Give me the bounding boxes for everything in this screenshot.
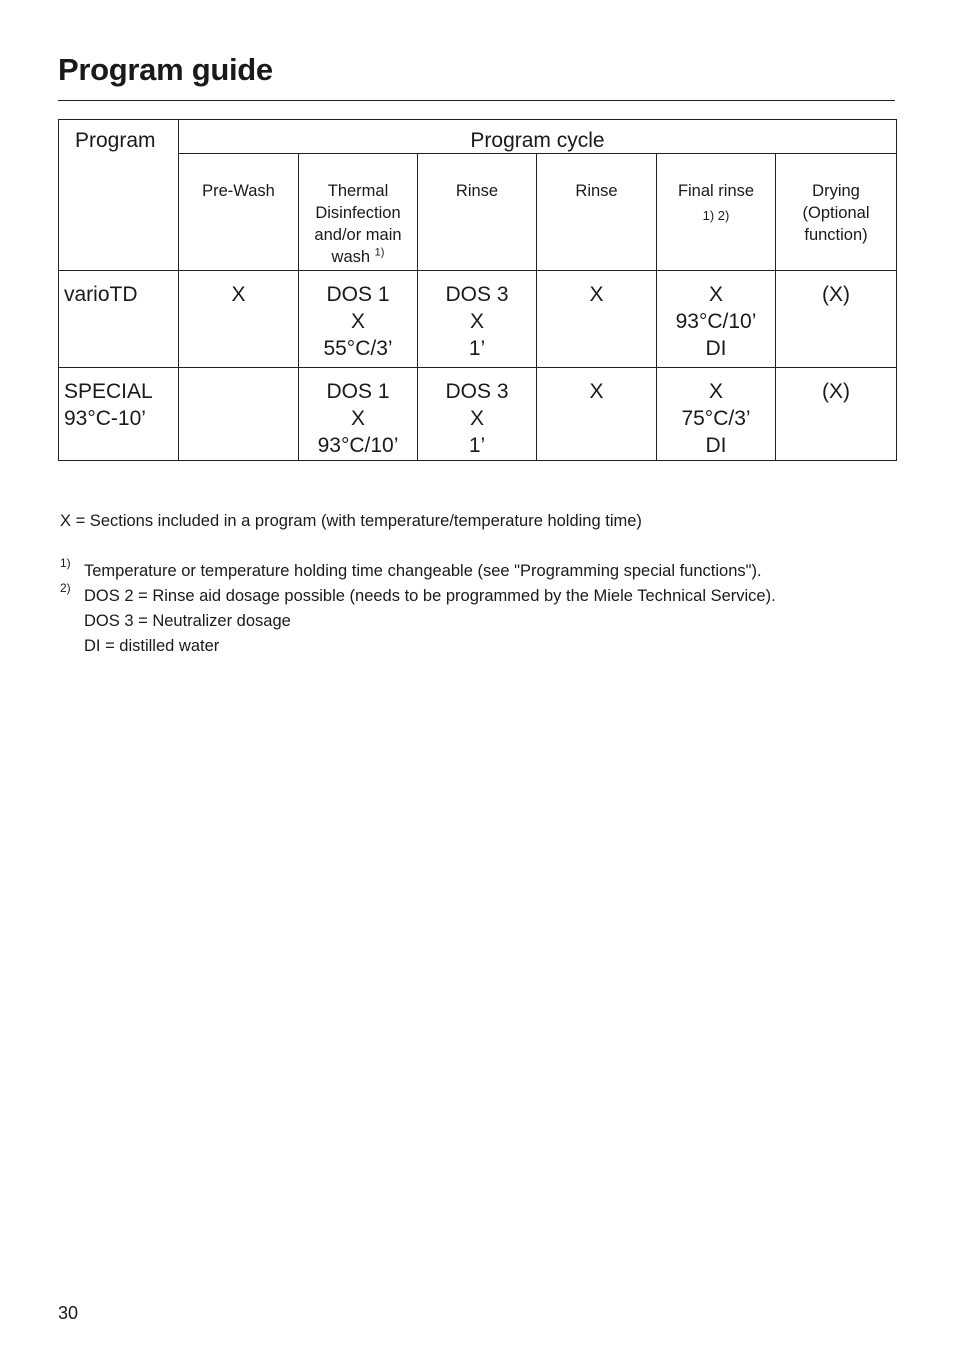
header-program: Program: [59, 120, 179, 271]
column-header: [657, 154, 776, 271]
program-name-line: varioTD: [64, 283, 138, 306]
cycle-cell-line: X: [350, 407, 365, 430]
program-name-line: 93°C-10’: [64, 407, 146, 430]
legend-text: X = Sections included in a program (with temperature/temperature holding time): [60, 512, 642, 530]
cycle-cell: [179, 368, 299, 461]
footnote-mark-1: 1): [60, 556, 71, 570]
cycle-cell-line: X: [589, 283, 604, 306]
column-header: [179, 154, 299, 271]
cycle-cell-line: X: [231, 283, 246, 306]
program-name-cell: [59, 271, 179, 368]
cycle-cell: [299, 271, 418, 368]
footnote-mark-2: 2): [60, 581, 71, 595]
cycle-cell-line: 55°C/3’: [323, 337, 393, 360]
column-header-line: Thermal: [327, 182, 389, 200]
footnote-1: Temperature or temperature holding time changeable (see "Programming special functions").: [84, 562, 762, 580]
footnote-di: DI = distilled water: [84, 637, 220, 655]
cycle-cell-line: DOS 1: [326, 283, 390, 306]
cycle-cell-line: DOS 1: [326, 380, 390, 403]
cycle-cell-line: X: [469, 407, 484, 430]
cycle-cell-line: X: [469, 310, 484, 333]
footnote-2: DOS 2 = Rinse aid dosage possible (needs to be programmed by the Miele Technical Service).: [84, 587, 776, 605]
cycle-cell: [657, 368, 776, 461]
cycle-cell-line: 75°C/3’: [681, 407, 751, 430]
cycle-cell: [418, 271, 537, 368]
footnote-reference: 1): [374, 246, 385, 259]
column-header-line: Pre-Wash: [202, 182, 275, 200]
program-name-line: SPECIAL: [64, 380, 153, 403]
cycle-cell-line: (X): [822, 283, 850, 306]
column-header-line: Drying: [812, 182, 860, 200]
cycle-cell: [418, 368, 537, 461]
column-header-line: Rinse: [575, 182, 618, 200]
column-header-line: wash: [331, 248, 371, 266]
column-header-line: Disinfection: [315, 204, 401, 222]
footnote-dos3: DOS 3 = Neutralizer dosage: [84, 612, 291, 630]
cycle-cell: [537, 368, 657, 461]
cycle-cell: [179, 271, 299, 368]
cycle-cell-line: X: [350, 310, 365, 333]
page-number: 30: [58, 1303, 79, 1323]
cycle-cell: [299, 368, 418, 461]
cycle-cell-line: 93°C/10’: [675, 310, 757, 333]
cycle-cell-line: DOS 3: [445, 283, 509, 306]
cycle-cell-line: 93°C/10’: [317, 434, 399, 457]
cycle-cell: [776, 271, 897, 368]
cycle-cell: [776, 368, 897, 461]
cycle-cell-line: X: [589, 380, 604, 403]
cycle-cell-line: DI: [705, 337, 727, 360]
program-guide-table: [58, 119, 897, 461]
cycle-cell-line: DI: [705, 434, 727, 457]
cycle-cell-line: (X): [822, 380, 850, 403]
column-header-line: Rinse: [455, 182, 499, 200]
column-header: [418, 154, 537, 271]
table-row: [59, 271, 897, 368]
column-header-line: Final rinse: [677, 182, 755, 200]
column-header-line: and/or main: [314, 226, 402, 244]
cycle-cell-line: X: [708, 380, 723, 403]
column-header-line: function): [804, 226, 868, 244]
cycle-cell-line: DOS 3: [445, 380, 509, 403]
column-header-line: (Optional: [802, 204, 870, 222]
header-program-cycle: Program cycle: [179, 120, 897, 154]
column-header: [299, 154, 418, 271]
cycle-cell: [657, 271, 776, 368]
footnote-reference: 1) 2): [702, 208, 730, 223]
column-header: [537, 154, 657, 271]
cycle-cell: [537, 271, 657, 368]
table-row: [59, 368, 897, 461]
cycle-cell-line: 1’: [468, 434, 486, 457]
column-header: [776, 154, 897, 271]
cycle-cell-line: X: [708, 283, 723, 306]
cycle-cell-line: 1’: [468, 337, 486, 360]
program-name-cell: [59, 368, 179, 461]
title-divider: [58, 100, 895, 101]
subheader-row: [59, 154, 897, 271]
page-title: Program guide: [58, 52, 273, 87]
